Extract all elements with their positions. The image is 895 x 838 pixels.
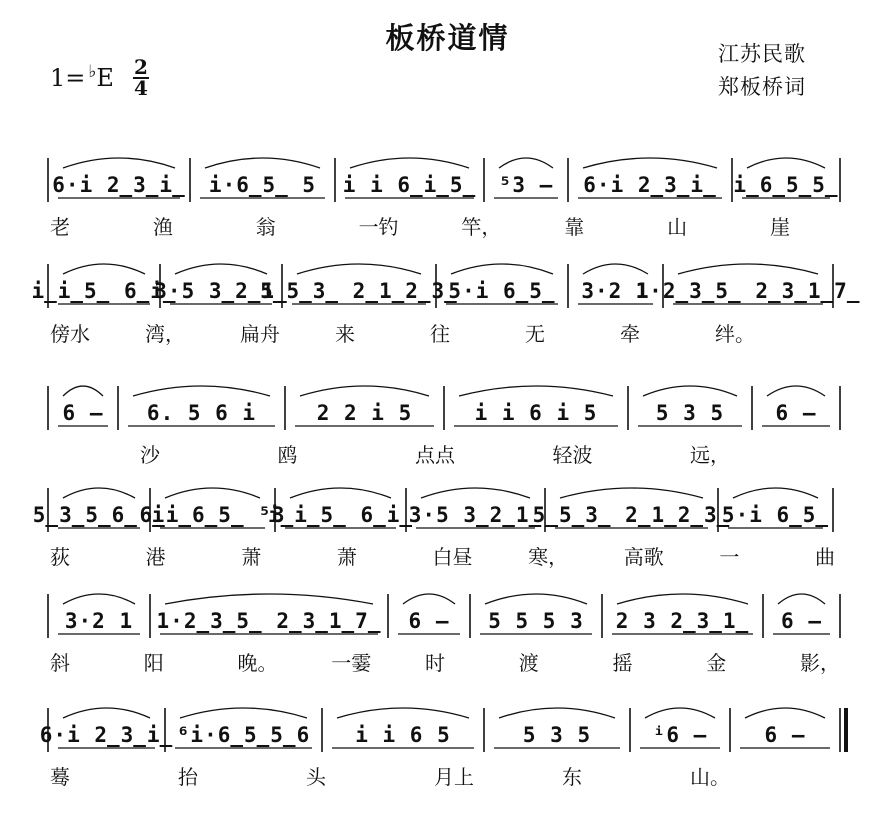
lyric-syllable: 鸥 (277, 443, 298, 467)
slur (337, 708, 469, 718)
slur (560, 488, 703, 498)
slur (451, 264, 553, 274)
measure: 6·i 2̲3̲i̲ (39, 723, 174, 747)
slur (583, 264, 648, 274)
lyric-syllable: 湾， (145, 322, 185, 346)
measure: 6·i 2̲3̲i̲ (52, 173, 186, 197)
lyric-syllable: 头 (306, 765, 326, 789)
slur (583, 158, 717, 168)
lyric-syllable: 沙 (140, 443, 160, 467)
lyric-syllable: 影， (800, 651, 840, 675)
measure: 6 – (781, 609, 822, 633)
slur (421, 488, 530, 498)
slur (485, 594, 587, 604)
measure: 1·2̲3̲5̲ 2̲3̲1̲7̲ (635, 279, 861, 303)
lyric-syllable: 山 (667, 215, 688, 239)
measure: 6̲i̲6̲5̲ ⁵3 (139, 503, 286, 527)
measure: i̲i̲5̲ 6̲i̲ (31, 279, 177, 303)
slur (350, 158, 469, 168)
measure: 5̲3̲5̲6̲ i (32, 503, 166, 527)
key-prefix: 1= (50, 64, 86, 92)
lyric-syllable: 蓦 (50, 765, 70, 789)
key-note: E (96, 64, 114, 92)
lyric-syllable: 白昼 (432, 545, 473, 569)
measure: i i 6 5 (355, 723, 451, 747)
lyric-syllable: 翁 (255, 215, 276, 239)
lyric-syllable: 傍水 (50, 322, 90, 346)
slur (643, 386, 737, 396)
lyric-syllable: 一霎 (331, 651, 372, 675)
lyric-syllable: 渔 (152, 215, 173, 239)
lyric-syllable: 斜 (50, 651, 70, 675)
lyric-syllable: 月上 (434, 765, 474, 789)
measure: 5̲5̲3̲ 2̲1̲2̲3̲ (260, 279, 458, 303)
measure: 3·2 1 (581, 279, 650, 303)
measure: ⁵3 – (498, 173, 554, 197)
lyric-syllable: 轻波 (552, 443, 593, 467)
lyric-syllable: 寒， (528, 545, 569, 569)
lyricist: 郑板桥词 (718, 75, 806, 99)
measure: 6 – (775, 401, 817, 425)
lyric-syllable: 来 (335, 322, 355, 346)
lyric-syllable: 摇 (612, 651, 633, 675)
measure: 5 5 5 3 (488, 609, 584, 633)
slur (165, 488, 260, 498)
meter-denominator: 4 (134, 76, 148, 100)
measure: i̲i̲5̲ 6̲i̲ (267, 503, 414, 527)
measure: 5 3 5 (522, 723, 592, 747)
slur (499, 708, 615, 718)
slur (63, 594, 135, 604)
measure: i̲6̲5̲5̲ (733, 173, 839, 197)
measure: 5̲5̲3̲ 2̲1̲2̲3̲ (532, 503, 731, 527)
slur (767, 386, 825, 396)
slur (499, 158, 553, 168)
measure: 6·i 2̲3̲i̲ (583, 173, 717, 197)
lyric-syllable: 远， (690, 443, 730, 467)
lyric-syllable: 一钓 (358, 215, 399, 239)
lyric-syllable: 萧 (241, 545, 262, 569)
slur (63, 158, 175, 168)
lyric-syllable: 晚。 (237, 651, 278, 675)
lyric-syllable: 萧 (336, 545, 357, 569)
slur (300, 386, 429, 396)
lyric-syllable: 崖 (770, 215, 790, 239)
measure: 6 – (764, 723, 806, 747)
lyric-syllable: 竿， (461, 215, 502, 239)
lyric-syllable: 绊。 (715, 322, 755, 346)
lyric-syllable: 抬 (178, 765, 198, 789)
measure: ⁶i·6̲5̲5̲6 (176, 723, 311, 747)
measure: 3·5 3̲2̲1̲ (154, 279, 288, 303)
lyric-syllable: 荻 (50, 545, 70, 569)
slur (63, 708, 150, 718)
slur (645, 708, 715, 718)
measure: 6 – (62, 401, 104, 425)
measure: 5 3 5 (655, 401, 725, 425)
slur (678, 264, 818, 274)
lyric-syllable: 东 (562, 765, 582, 789)
lyric-syllable: 阳 (143, 651, 164, 675)
slur (778, 594, 825, 604)
measure: 6. 5 6 i (146, 401, 257, 425)
slur (297, 264, 421, 274)
measure: i·6̲5̲ 5 (208, 173, 317, 197)
slur (403, 594, 455, 604)
slur (133, 386, 270, 396)
measure: 2 3 2̲3̲1̲ (615, 609, 750, 633)
meter-numerator: 2 (134, 55, 148, 79)
measure: i i 6 i 5 (474, 401, 598, 425)
measure: 6 – (408, 609, 450, 633)
measure: ⁱ6 – (652, 723, 708, 747)
slur (63, 488, 135, 498)
measure: 3·2 1 (64, 609, 134, 633)
measure: 3·5 3̲2̲1̲ (408, 503, 543, 527)
lyric-syllable: 靠 (564, 215, 585, 239)
lyric-syllable: 一 (719, 545, 740, 569)
lyric-syllable: 扁舟 (240, 322, 280, 346)
slur (175, 264, 267, 274)
measure: 2 2 i 5 (316, 401, 413, 425)
measure: 5·i 6̲5̲ (448, 279, 556, 303)
lyric-syllable: 渡 (518, 651, 539, 675)
slur (63, 264, 145, 274)
slur (290, 488, 391, 498)
slur (165, 594, 373, 604)
slur (617, 594, 748, 604)
slur (205, 158, 320, 168)
lyric-syllable: 时 (425, 651, 445, 675)
slur (745, 708, 825, 718)
slur (747, 158, 825, 168)
slur (63, 386, 103, 396)
lyric-syllable: 往 (430, 322, 450, 346)
lyric-syllable: 港 (145, 545, 166, 569)
page-title: 板桥道情 (385, 21, 510, 55)
lyric-syllable: 曲 (815, 545, 835, 569)
lyric-syllable: 点点 (415, 443, 455, 467)
lyric-syllable: 无 (525, 322, 545, 346)
lyric-syllable: 山。 (690, 765, 730, 789)
lyric-syllable: 金 (706, 651, 727, 675)
measure: 5·i 6̲5̲ (721, 503, 830, 527)
slur (733, 488, 818, 498)
slur (180, 708, 307, 718)
lyric-syllable: 老 (50, 215, 70, 239)
measure: 1·2̲3̲5̲ 2̲3̲1̲7̲ (156, 609, 382, 633)
slur (459, 386, 613, 396)
flat-sign: ♭ (88, 62, 97, 82)
lyric-syllable: 高歌 (623, 545, 664, 569)
lyric-syllable: 牵 (620, 322, 640, 346)
song-origin: 江苏民歌 (718, 42, 806, 66)
measure: i i 6̲i̲5̲ (342, 173, 477, 197)
